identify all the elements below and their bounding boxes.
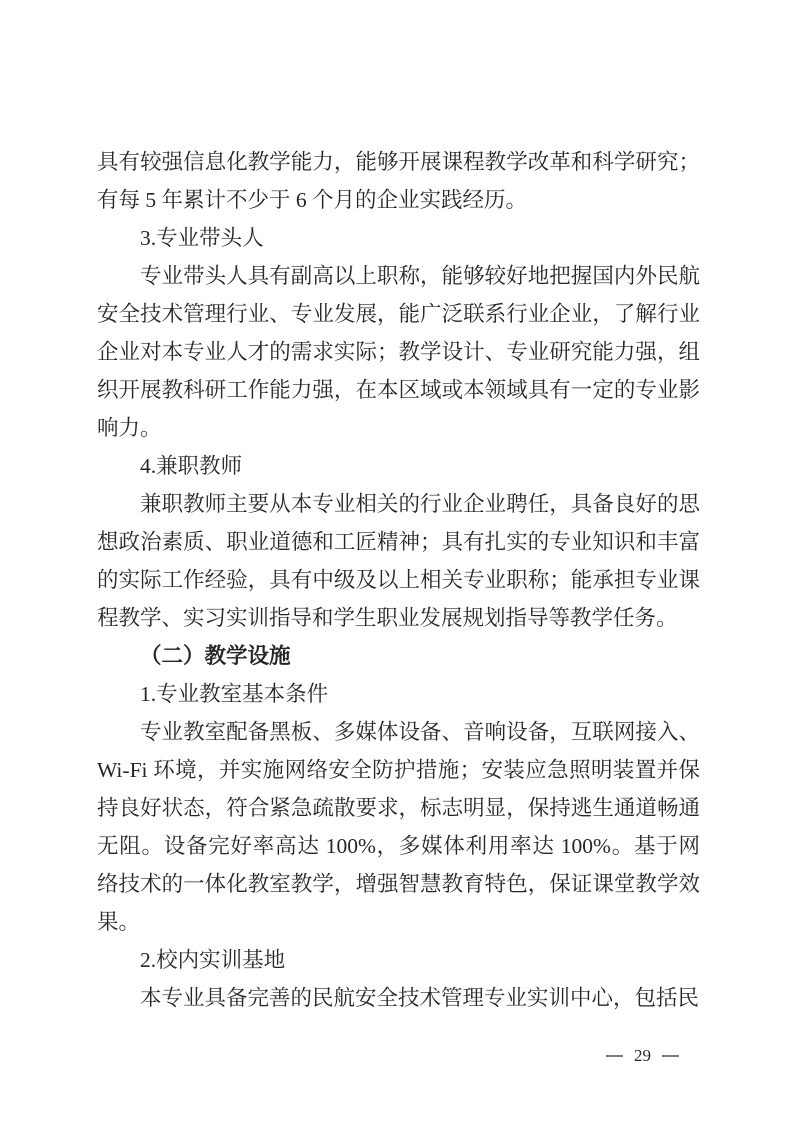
page-footer	[606, 1044, 679, 1068]
heading: 3.专业带头人	[140, 226, 264, 250]
heading: 1.专业教室基本条件	[140, 682, 329, 706]
paragraph: 兼职教师主要从本专业相关的行业企业聘任，具备良好的思想政治素质、职业道德和工匠精神；具有扎实的专业知识和丰富的实际工作经验，具有中级及以上相关专业职称；能承担专业课程教学、实习实训指导和学生职业发展规划指导等教学任务。	[97, 492, 700, 630]
paragraph: 专业教室配备黑板、多媒体设备、音响设备，互联网接入、Wi-Fi 环境，并实施网络安全防护措施；安装应急照明装置并保持良好状态，符合紧急疏散要求，标志明显，保持逃生通道畅通无阻。设备完好率高达 100%，多媒体利用率达 100%。基于网络技术的一体化教室教学，增强智慧教育特色，保证课堂教学效果。	[97, 720, 700, 934]
section-heading: （二）教学设施	[140, 644, 291, 668]
content-area	[97, 143, 700, 1017]
page-number: 29	[634, 1046, 651, 1065]
heading: 2.校内实训基地	[140, 948, 286, 972]
paragraph: 专业带头人具有副高以上职称，能够较好地把握国内外民航安全技术管理行业、专业发展，能广泛联系行业企业，了解行业企业对本专业人才的需求实际；教学设计、专业研究能力强，组织开展教科研工作能力强，在本区域或本领域具有一定的专业影响力。	[97, 264, 700, 440]
footer-dash-left	[606, 1055, 623, 1057]
paragraph: 本专业具备完善的民航安全技术管理专业实训中心，包括民	[140, 986, 700, 1010]
heading: 4.兼职教师	[140, 454, 243, 478]
paragraph: 具有较强信息化教学能力，能够开展课程教学改革和科学研究；有每 5 年累计不少于 6 个月的企业实践经历。	[97, 150, 700, 212]
footer-dash-right	[662, 1055, 679, 1057]
